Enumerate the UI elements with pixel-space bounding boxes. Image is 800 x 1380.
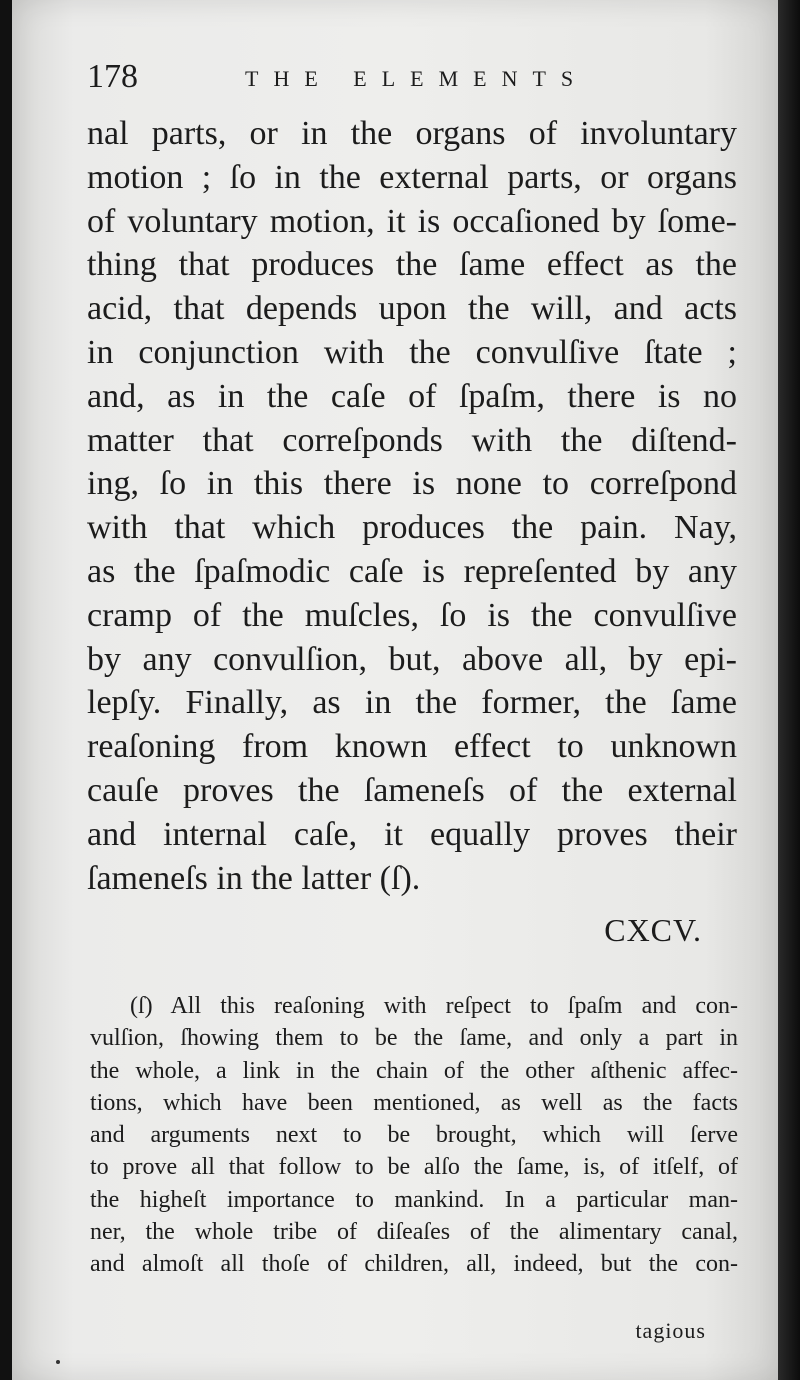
footnote bbox=[90, 990, 738, 1281]
text-line: matter that correſponds with the diſtend- bbox=[87, 421, 737, 459]
text-line: thing that produces the ſame effect as the bbox=[87, 246, 737, 284]
text-line: by any convulſion, but, above all, by epi- bbox=[87, 640, 737, 678]
text-line: and, as in the caſe of ſpaſm, there is no bbox=[87, 377, 737, 415]
text-line: cauſe proves the ſameneſs of the external bbox=[87, 771, 737, 809]
text-line: motion ; ſo in the external parts, or organs bbox=[87, 158, 737, 196]
catchword: tagious bbox=[635, 1318, 706, 1343]
footnote-line: to prove all that follow to be alſo the ſame, is, of itſelf, of bbox=[90, 1154, 738, 1181]
footnote-line: (ſ) All this reaſoning with reſpect to ſpaſm and con- bbox=[130, 993, 738, 1019]
footnote-line: and arguments next to be brought, which will ſerve bbox=[90, 1122, 738, 1149]
footnote-line: and almoſt all thoſe of children, all, indeed, but the con- bbox=[90, 1251, 738, 1278]
text-line: cramp of the muſcles, ſo is the convulſive bbox=[87, 596, 737, 634]
text-line: reaſoning from known effect to unknown bbox=[87, 728, 737, 766]
ink-speck bbox=[56, 1360, 60, 1364]
footnote-line: vulſion, ſhowing them to be the ſame, and only a part in bbox=[90, 1025, 738, 1052]
text-line: as the ſpaſmodic caſe is repreſented by any bbox=[87, 552, 737, 590]
book-spine-shadow bbox=[778, 0, 800, 1380]
text-line: acid, that depends upon the will, and acts bbox=[87, 290, 737, 328]
text-line: with that which produces the pain. Nay, bbox=[87, 509, 737, 547]
text-line: nal parts, or in the organs of involuntary bbox=[87, 115, 737, 152]
text-line: in conjunction with the convulſive ſtate ; bbox=[87, 333, 737, 371]
running-head bbox=[87, 58, 727, 98]
book-page bbox=[12, 0, 782, 1380]
main-text bbox=[87, 112, 737, 900]
text-line: ing, ſo in this there is none to correſpond bbox=[87, 465, 737, 503]
text-line: ſameneſs in the latter (ſ). bbox=[87, 859, 421, 897]
text-line: of voluntary motion, it is occaſioned by ſome- bbox=[87, 202, 737, 240]
running-title: THE ELEMENTS bbox=[245, 66, 589, 91]
text-line: lepſy. Finally, as in the former, the ſame bbox=[87, 684, 737, 722]
footnote-line: tions, which have been mentioned, as well as the facts bbox=[90, 1089, 738, 1116]
section-number: CXCV. bbox=[604, 912, 702, 948]
text-line: and internal caſe, it equally proves their bbox=[87, 815, 737, 853]
footnote-line: ner, the whole tribe of diſeaſes of the alimentary canal, bbox=[90, 1219, 738, 1246]
footnote-line: the higheſt importance to mankind. In a particular man- bbox=[90, 1186, 738, 1213]
footnote-line: the whole, a link in the chain of the other aſthenic affec- bbox=[90, 1057, 738, 1084]
page-number: 178 bbox=[87, 58, 138, 95]
